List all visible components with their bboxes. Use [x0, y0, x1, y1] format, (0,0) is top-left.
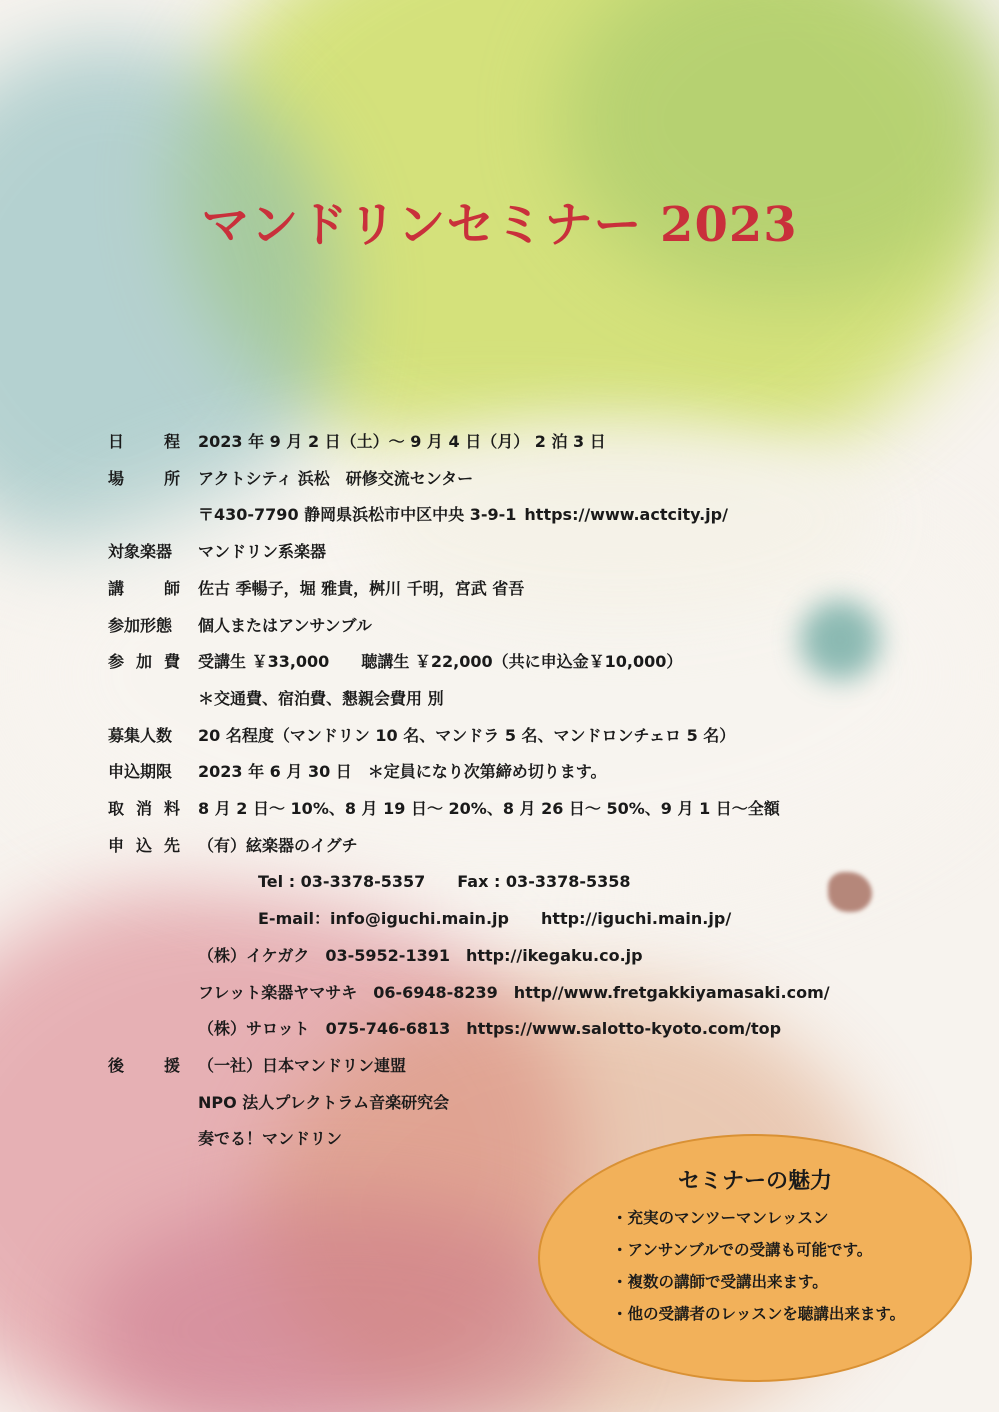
capacity-value: 20 名程度（マンドリン 10 名、マンドラ 5 名、マンドロンチェロ 5 名） [198, 725, 736, 745]
cancellation-value: 8 月 2 日～ 10%、8 月 19 日～ 20%、8 月 26 日～ 50%、9 月 1 日～全額 [198, 799, 780, 819]
appeal-title: セミナーの魅力 [677, 1169, 832, 1194]
schedule-value: 2023 年 9 月 2 日（土）～ 9 月 4 日（月） 2 泊 3 日 [198, 432, 606, 451]
deadline-label: 申込期限 [108, 762, 173, 782]
deadline-row [108, 754, 968, 791]
venue-url-link[interactable]: https://www.actcity.jp/ [524, 505, 728, 525]
venue-value: アクトシティ 浜松 研修交流センター [198, 468, 474, 488]
instructors-label: 講 師 [108, 578, 180, 598]
venue-label: 場 所 [108, 468, 180, 488]
instruments-value: マンドリン系楽器 [198, 542, 327, 562]
apply-tel-row [108, 864, 968, 901]
fee-row [108, 644, 968, 681]
support-org2-row [108, 1085, 968, 1122]
fee-note: ＊交通費、宿泊費、懇親会費用 別 [198, 688, 444, 708]
venue-address: 〒430-7790 静岡県浜松市中区中央 3-9-1 [198, 505, 517, 525]
apply-shop1: （有）絃楽器のイグチ [198, 835, 358, 855]
appeal-item: ・他の受講者のレッスンを聴講出来ます。 [612, 1305, 906, 1323]
support-label: 後 援 [108, 1055, 180, 1075]
appeal-item: ・複数の講師で受講出来ます。 [612, 1273, 828, 1291]
schedule-label: 日 程 [108, 432, 180, 451]
seminar-details [108, 424, 968, 1158]
apply-shop2-row [108, 938, 968, 975]
apply-shop2: （株）イケガク 03-5952-1391 http://ikegaku.co.jp [198, 945, 643, 965]
venue-address-row [108, 497, 968, 534]
schedule-row [108, 424, 968, 461]
appeal-item: ・アンサンブルでの受講も可能です。 [612, 1241, 873, 1259]
appeal-item: ・充実のマンツーマンレッスン [612, 1209, 829, 1227]
apply-email-row [108, 901, 968, 938]
apply-label: 申 込 先 [108, 835, 180, 855]
apply-shop4-row [108, 1011, 968, 1048]
fee-value: 受講生 ￥33,000 聴講生 ￥22,000（共に申込金￥10,000） [198, 652, 683, 672]
format-label: 参加形態 [108, 615, 173, 635]
apply-shop3-row [108, 975, 968, 1012]
page-title: マンドリンセミナー 2023 [201, 197, 798, 253]
instructors-row [108, 571, 968, 608]
support-row [108, 1048, 968, 1085]
instruments-label: 対象楽器 [108, 542, 173, 562]
capacity-label: 募集人数 [108, 725, 173, 745]
appeal-ellipse [538, 1134, 972, 1382]
instruments-row [108, 534, 968, 571]
format-row [108, 608, 968, 645]
cancellation-label: 取 消 料 [108, 799, 180, 819]
instructors-value: 佐古 季暢子，堀 雅貴，桝川 千明，宮武 省吾 [198, 578, 525, 598]
cancellation-row [108, 791, 968, 828]
support-org3: 奏でる！マンドリン [198, 1129, 343, 1149]
fee-note-row [108, 681, 968, 718]
apply-row [108, 828, 968, 865]
apply-shop4: （株）サロット 075-746-6813 https://www.salotto-kyoto.com/top [198, 1019, 782, 1039]
format-value: 個人またはアンサンブル [198, 615, 372, 635]
capacity-row [108, 718, 968, 755]
apply-tel-fax: Tel : 03-3378-5357 Fax : 03-3378-5358 [258, 872, 631, 892]
apply-email-url[interactable]: E-mail：info@iguchi.main.jp http://iguchi.main.jp/ [258, 909, 732, 929]
deadline-value: 2023 年 6 月 30 日 ＊定員になり次第締め切ります。 [198, 762, 607, 782]
fee-label: 参 加 費 [108, 652, 180, 672]
venue-row [108, 461, 968, 498]
support-org1: （一社）日本マンドリン連盟 [198, 1055, 407, 1075]
apply-shop3: フレット楽器ヤマサキ 06-6948-8239 http//www.fretgakkiyamasaki.com/ [198, 982, 830, 1002]
appeal-list [612, 1202, 905, 1330]
support-org2: NPO 法人プレクトラム音楽研究会 [198, 1092, 450, 1112]
